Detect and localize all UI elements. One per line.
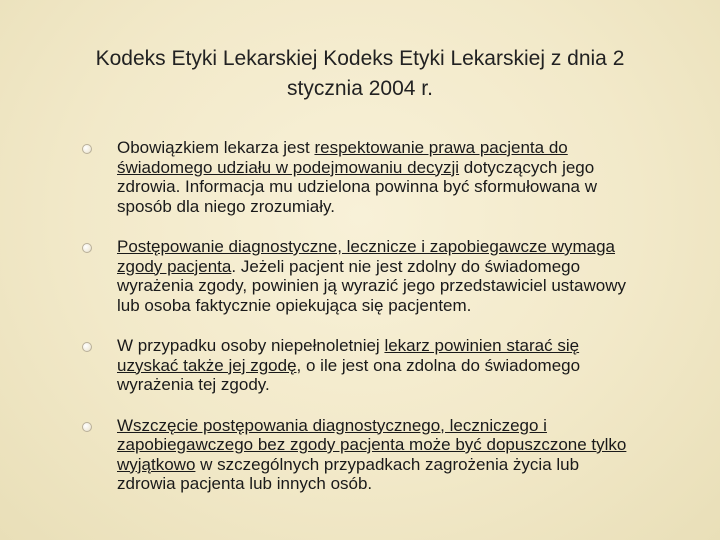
- bullet-icon: [82, 243, 92, 253]
- bullet-icon: [82, 342, 92, 352]
- bullet-text-post: . Jeżeli pacjent nie jest zdolny do świadomego wyrażenia zgody, powinien ją wyrazić jego przedstawiciel ustawowy lub osoba faktycznie opiekująca się pacjentem.: [117, 256, 626, 315]
- bullet-icon: [82, 422, 92, 432]
- bullet-item: [80, 416, 640, 494]
- bullet-text-underlined: Wszczęcie postępowania diagnostycznego, leczniczego i zapobiegawczego bez zgody pacjenta może być dopuszczone tylko wyjątkowo: [117, 415, 627, 474]
- bullet-text-underlined: Postępowanie diagnostyczne, lecznicze i zapobiegawcze wymaga zgody pacjenta: [117, 237, 616, 276]
- bullet-text-underlined: respektowanie prawa pacjenta do świadomego udziału w podejmowaniu decyzji: [117, 138, 568, 177]
- bullet-text-post: dotyczących jego zdrowia. Informacja mu udzielona powinna być sformułowana w sposób dla niego zrozumiały.: [117, 157, 598, 216]
- bullet-icon: [82, 144, 92, 154]
- bullet-list: [80, 138, 640, 515]
- bullet-item: [80, 138, 640, 216]
- bullet-item: [80, 237, 640, 315]
- bullet-text-post: w szczególnych przypadkach zagrożenia życia lub zdrowia pacjenta lub innych osób.: [117, 454, 580, 493]
- slide-title: Kodeks Etyki Lekarskiej Kodeks Etyki Lekarskiej z dnia 2 stycznia 2004 r.: [95, 47, 625, 100]
- bullet-text-underlined: lekarz powinien starać się uzyskać także jej zgodę: [117, 336, 580, 375]
- bullet-text-pre: Obowiązkiem lekarza jest: [117, 138, 315, 157]
- bullet-text-post: , o ile jest ona zdolna do świadomego wyrażenia tej zgody.: [117, 355, 581, 394]
- bullet-text-pre: W przypadku osoby niepełnoletniej: [117, 336, 385, 355]
- bullet-item: [80, 336, 640, 395]
